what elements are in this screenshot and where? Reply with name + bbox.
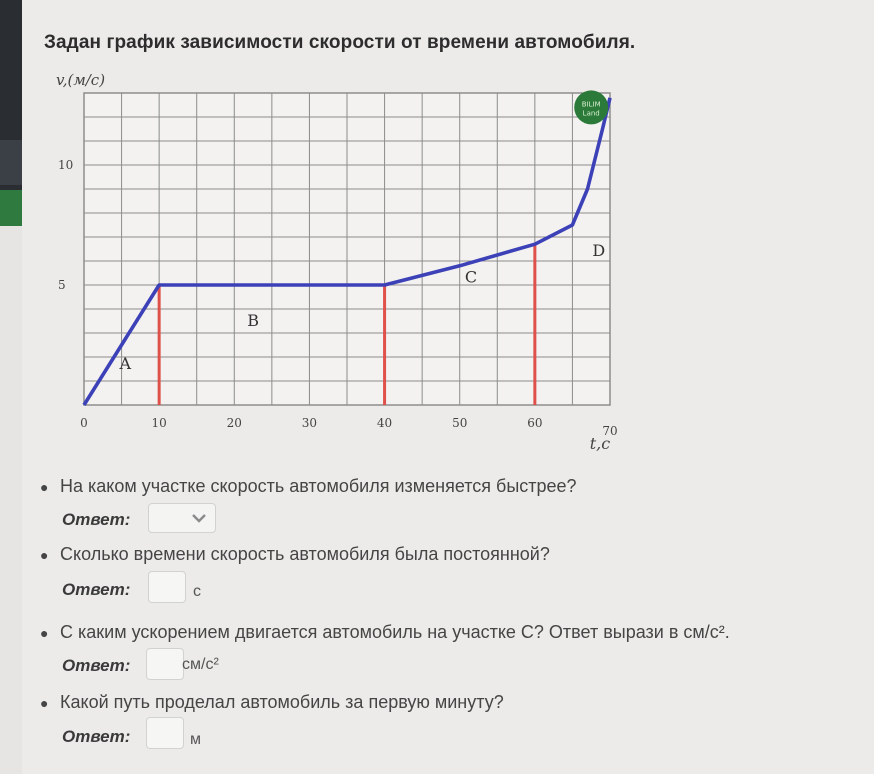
watermark-text: Land xyxy=(582,109,600,118)
answer-3-unit: см/с² xyxy=(182,656,219,673)
bullet: ● xyxy=(40,547,49,563)
x-tick-label: 40 xyxy=(376,416,393,430)
question-4 xyxy=(40,692,504,713)
x-tick-label: 30 xyxy=(301,416,318,430)
section-label-a: A xyxy=(119,354,132,373)
side-accent xyxy=(0,190,22,226)
answer-label-2: Ответ: xyxy=(62,580,131,599)
bullet: ● xyxy=(40,625,49,641)
question-1 xyxy=(40,476,577,497)
y-axis-label: v,(м/с) xyxy=(56,71,106,89)
bullet: ● xyxy=(40,695,49,711)
section-label-d: D xyxy=(592,241,606,261)
x-tick-label: 10 xyxy=(151,416,167,430)
answer-2-unit: c xyxy=(193,583,201,600)
section-label-c: C xyxy=(464,267,478,287)
x-tick-label: 60 xyxy=(527,416,543,430)
x-tick-label: 0 xyxy=(80,416,88,430)
x-axis-label: t,c xyxy=(589,434,611,453)
answer-4-unit: м xyxy=(190,731,201,748)
watermark-text: BILIM xyxy=(581,100,601,109)
velocity-time-chart xyxy=(44,65,644,460)
question-4-text: Какой путь проделал автомобиль за первую минуту? xyxy=(60,692,504,712)
answer-label-1: Ответ: xyxy=(62,510,131,529)
answer-3-input[interactable] xyxy=(146,648,184,680)
question-3 xyxy=(40,622,730,643)
chart-svg xyxy=(44,65,644,460)
question-1-text: На каком участке скорость автомобиля изменяется быстрее? xyxy=(60,476,577,496)
x-tick-label: 50 xyxy=(452,416,468,430)
x-tick-label: 20 xyxy=(226,416,242,430)
chevron-down-icon xyxy=(189,508,209,528)
answer-2-input[interactable] xyxy=(148,571,186,603)
section-label-b: B xyxy=(247,310,259,330)
page-title: Задан график зависимости скорости от времени автомобиля. xyxy=(44,32,636,53)
y-tick-label: 10 xyxy=(58,158,74,172)
question-2 xyxy=(40,544,550,565)
question-2-text: Сколько времени скорость автомобиля была постоянной? xyxy=(60,544,550,564)
question-3-text: С каким ускорением двигается автомобиль на участке C? Ответ вырази в см/с². xyxy=(60,622,730,642)
answer-1-select[interactable] xyxy=(148,503,216,533)
y-tick-label: 5 xyxy=(58,278,66,292)
answer-4-input[interactable] xyxy=(146,717,184,749)
x-tick-label: 70 xyxy=(602,424,618,438)
window-edge xyxy=(0,0,22,774)
bullet: ● xyxy=(40,479,49,495)
answer-label-4: Ответ: xyxy=(62,727,131,746)
answer-label-3: Ответ: xyxy=(62,656,131,675)
